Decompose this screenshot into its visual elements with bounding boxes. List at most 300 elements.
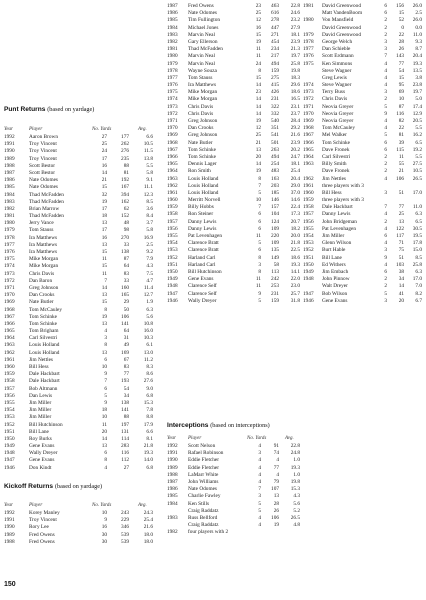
table-row — [303, 283, 425, 290]
avg-cell: 26.5 — [290, 514, 300, 521]
player-cell: Tom Brigham — [29, 328, 59, 335]
player-cell: Tom Schinke — [29, 313, 58, 320]
table-row — [303, 291, 425, 298]
player-cell: Ira Matthews — [29, 249, 58, 255]
year-cell: 1980 — [167, 53, 178, 60]
avg-cell: 21.6 — [290, 132, 300, 139]
yards-cell: 115 — [396, 146, 404, 153]
year-cell: 1960 — [4, 364, 15, 370]
player-cell: Tom Stauss — [188, 74, 213, 81]
punt-returns-heading — [4, 106, 94, 113]
number-cell: 18 — [101, 407, 107, 414]
table-row — [167, 262, 303, 269]
avg-cell: 21.3 — [290, 46, 300, 53]
avg-cell: 20.2 — [290, 146, 300, 153]
number-cell: 4 — [104, 464, 107, 471]
yards-cell: 159 — [271, 297, 279, 304]
number-cell: 2 — [384, 17, 387, 24]
table-row — [167, 25, 303, 32]
player-cell: David Greenwood — [322, 3, 361, 9]
player-cell: Von Mansfield — [322, 17, 354, 24]
yards-cell: 122 — [396, 225, 404, 232]
player-cell: Danny Lewis — [322, 211, 351, 218]
table-row — [167, 515, 303, 522]
year-cell: 1963 — [4, 342, 15, 349]
avg-cell — [407, 197, 425, 204]
yards-cell: 141 — [121, 320, 129, 327]
number-cell — [377, 183, 390, 190]
avg-cell: 22.8 — [290, 443, 300, 449]
player-cell: Thad McFadden — [29, 213, 64, 220]
number-cell: 6 — [104, 450, 107, 457]
yards-cell: 51 — [398, 189, 404, 196]
player-cell: Jim Miller — [29, 414, 52, 421]
table-row — [4, 532, 156, 539]
number-cell: 5 — [104, 392, 107, 399]
year-cell: 1989 — [4, 155, 15, 162]
number-cell: 13 — [101, 292, 107, 299]
avg-cell: 8.6 — [146, 371, 153, 378]
yards-cell: 54 — [123, 385, 129, 392]
yards-cell: 87 — [123, 256, 129, 263]
year-cell: 1963 — [303, 161, 314, 168]
yards-cell: 25 — [398, 211, 404, 218]
table-row — [4, 465, 156, 472]
yards-cell: 124 — [271, 218, 279, 225]
table-row — [167, 211, 303, 218]
yards-cell: 109 — [271, 240, 279, 247]
table-row — [303, 17, 425, 24]
avg-cell: 4.3 — [146, 263, 153, 270]
player-cell: four players with 2 — [188, 529, 229, 536]
avg-cell: 26.5 — [412, 175, 422, 182]
year-cell: 1957 — [4, 385, 15, 392]
yards-cell: 270 — [121, 234, 129, 241]
yards-cell: 346 — [121, 524, 129, 531]
interceptions-column-header — [167, 436, 301, 443]
player-cell: Danny Lewis — [188, 225, 217, 232]
year-cell: 1979 — [4, 227, 15, 234]
avg-cell: 19.7 — [290, 53, 300, 60]
table-row — [303, 190, 425, 197]
yards-cell: 231 — [271, 96, 279, 103]
table-row — [167, 283, 303, 290]
avg-cell: 14.1 — [290, 268, 300, 275]
number-cell: 4 — [104, 328, 107, 335]
table-row — [4, 227, 156, 234]
player-cell: Ed Withers — [322, 261, 346, 268]
table-row — [167, 501, 303, 508]
avg-cell: 8.5 — [415, 254, 422, 261]
year-cell — [303, 168, 322, 175]
avg-cell: 21.6 — [143, 524, 153, 531]
punt-returns-column-header — [4, 127, 154, 134]
player-cell: Glenn Wilson — [322, 240, 352, 247]
year-cell: 1990 — [4, 148, 15, 155]
table-row — [167, 219, 303, 226]
yards-cell: 77 — [273, 464, 279, 471]
number-cell: 6 — [258, 211, 261, 218]
interceptions-table — [167, 443, 303, 536]
year-cell: 1973 — [303, 89, 314, 96]
avg-cell: 21.8 — [143, 443, 153, 450]
yards-cell: 62 — [123, 205, 129, 212]
player-cell: Fred Owens — [188, 3, 214, 9]
year-cell: 1957 — [303, 211, 314, 218]
avg-cell: 29.0 — [290, 182, 300, 189]
player-cell: Harland Carl — [188, 254, 216, 261]
year-cell: 1965 — [4, 328, 15, 335]
punt-returns-table — [4, 134, 156, 472]
table-row — [167, 176, 303, 183]
player-cell: Eddie Fletcher — [188, 464, 220, 471]
table-row — [4, 156, 156, 163]
player-cell: Jim Miller — [322, 233, 345, 239]
player-cell: Gene Evans — [29, 443, 55, 450]
avg-cell: 3.8 — [415, 74, 422, 81]
avg-cell: 9.0 — [146, 385, 153, 392]
avg-cell: 4.8 — [293, 522, 300, 529]
yards-cell: 501 — [271, 139, 279, 146]
year-cell: 1987 — [167, 3, 178, 9]
yards-cell: 160 — [121, 284, 129, 291]
player-cell: John Bridgeman — [322, 218, 357, 225]
year-cell: 1972 — [167, 110, 178, 117]
kickoff-returns-table-continued — [167, 3, 303, 305]
table-row — [303, 53, 425, 60]
yards-cell: 75 — [398, 247, 404, 254]
player-cell: Dennis Lager — [188, 161, 217, 168]
table-row — [4, 134, 156, 141]
avg-cell: 29.6 — [290, 82, 300, 89]
number-cell: 16 — [255, 24, 261, 31]
table-row — [303, 111, 425, 118]
table-row — [303, 32, 425, 39]
table-row — [167, 75, 303, 82]
avg-cell: 20.5 — [412, 118, 422, 124]
player-cell: Ken Simmons — [322, 60, 353, 67]
table-row — [303, 25, 425, 32]
table-row — [167, 154, 303, 161]
number-cell: 4 — [384, 211, 387, 218]
year-cell: 1957 — [167, 218, 178, 225]
year-cell: 1952 — [4, 421, 15, 428]
avg-cell: 16.2 — [412, 132, 422, 139]
yards-cell: 33 — [123, 241, 129, 248]
avg-cell: 7.9 — [146, 256, 153, 263]
avg-cell: 24.8 — [290, 450, 300, 457]
yards-cell: 162 — [121, 198, 129, 205]
avg-cell: 9.1 — [146, 177, 153, 184]
year-cell: 1952 — [167, 254, 178, 261]
avg-cell: 8.7 — [415, 46, 422, 53]
avg-cell: 19.5 — [412, 233, 422, 239]
year-cell: 1949 — [303, 268, 314, 275]
yards-cell: 203 — [271, 182, 279, 189]
table-row — [4, 517, 156, 524]
table-row — [303, 125, 425, 132]
year-cell: 1977 — [167, 74, 178, 81]
year-cell — [303, 75, 322, 82]
number-cell: 3 — [384, 247, 387, 254]
table-row — [4, 285, 156, 292]
table-row — [4, 400, 156, 407]
yards-cell: 167 — [121, 184, 129, 191]
table-row — [4, 414, 156, 421]
yards-cell: 51 — [398, 254, 404, 261]
table-row — [303, 183, 425, 190]
number-cell: 10 — [255, 197, 261, 204]
year-cell: 1971 — [167, 118, 178, 124]
year-cell — [303, 25, 322, 32]
table-row — [303, 96, 425, 103]
yards-cell: 22 — [398, 31, 404, 38]
player-cell: Harland Carl — [188, 261, 216, 268]
year-cell: 1947 — [303, 290, 314, 297]
table-row — [167, 255, 303, 262]
number-cell: 7 — [384, 204, 387, 211]
yards-cell: 15 — [398, 10, 404, 17]
player-cell: Dan Crooks — [29, 292, 55, 299]
yards-cell: 276 — [121, 148, 129, 155]
player-cell: Merritt Norvell — [188, 197, 221, 204]
yards-cell: 271 — [271, 31, 279, 38]
player-cell: Roy Burks — [29, 435, 52, 442]
table-row — [167, 111, 303, 118]
yards-cell: 394 — [121, 191, 129, 198]
player-cell: Nate Butler — [188, 139, 213, 146]
player-cell: Louis Holland — [188, 189, 219, 196]
number-cell: 14 — [255, 96, 261, 103]
table-row — [167, 486, 303, 493]
player-header: Player — [29, 503, 43, 508]
table-row — [167, 61, 303, 68]
number-cell: 17 — [101, 205, 107, 212]
yards-cell: 242 — [271, 276, 279, 283]
table-row — [4, 292, 156, 299]
avg-cell: 25.8 — [412, 261, 422, 268]
avg-cell: 30.5 — [412, 225, 422, 232]
number-cell: 11 — [101, 270, 107, 277]
table-row — [167, 197, 303, 204]
yards-cell: 50 — [123, 306, 129, 313]
player-cell: Dave Fronek — [322, 146, 350, 153]
number-cell: 3 — [384, 38, 387, 45]
year-cell: 1966 — [303, 139, 314, 146]
avg-cell: 22.8 — [290, 3, 300, 9]
player-cell: John Williams — [188, 478, 219, 485]
table-row — [303, 262, 425, 269]
kickoff-returns-subtitle: (based on yardage) — [54, 483, 103, 490]
yards-cell: 11 — [398, 153, 404, 160]
year-cell: 1959 — [167, 204, 178, 211]
player-cell: Carl Silvestri — [322, 153, 351, 160]
avg-cell: 6.6 — [146, 428, 153, 435]
year-cell: 1955 — [167, 233, 178, 239]
year-cell: 1991 — [4, 141, 15, 148]
avg-cell: 10.5 — [143, 141, 153, 148]
avg-cell: 12.7 — [143, 292, 153, 299]
number-cell: 4 — [258, 471, 261, 478]
avg-cell: 5.6 — [293, 500, 300, 507]
number-cell: 6 — [104, 385, 107, 392]
table-row — [4, 141, 156, 148]
player-cell: Danny Lewis — [188, 218, 217, 225]
player-header: Player — [29, 127, 43, 132]
player-cell: John Pinnow — [322, 276, 350, 283]
yards-cell: 454 — [271, 38, 279, 45]
number-cell: 20 — [101, 428, 107, 435]
avg-cell: 37.0 — [290, 189, 300, 196]
player-cell: Scott Bestor — [29, 162, 56, 169]
number-cell: 9 — [384, 254, 387, 261]
player-cell: Jim Nettles — [322, 175, 346, 182]
player-cell: Jim Miller — [29, 399, 52, 406]
table-row — [167, 247, 303, 254]
number-cell: 4 — [384, 60, 387, 67]
year-cell: 1986 — [167, 10, 178, 17]
yards-cell: 135 — [271, 247, 279, 254]
avg-cell: 5.0 — [415, 96, 422, 103]
yards-cell: 177 — [121, 134, 129, 140]
player-cell: Nate Butler — [29, 299, 54, 306]
table-row — [303, 255, 425, 262]
table-row — [4, 242, 156, 249]
number-cell: 2 — [384, 24, 387, 31]
number-cell: 6 — [384, 10, 387, 17]
avg-cell: 1.0 — [293, 457, 300, 464]
number-cell: 4 — [258, 522, 261, 529]
player-cell: Tim Fullington — [188, 17, 221, 24]
player-cell: Greg Johnson — [29, 284, 59, 291]
yards-cell: 159 — [271, 67, 279, 74]
table-row — [303, 3, 425, 10]
player-cell: Troy Vincent — [29, 517, 57, 524]
player-cell: Dan Baron — [29, 277, 53, 284]
avg-cell: 31.8 — [290, 297, 300, 304]
avg-cell: 17.0 — [412, 276, 422, 283]
table-row — [167, 82, 303, 89]
player-cell: Marvin Neal — [188, 60, 215, 67]
yards-cell: 138 — [121, 249, 129, 255]
year-cell: 1946 — [303, 297, 314, 304]
year-cell: 1968 — [167, 139, 178, 146]
number-cell: 25 — [101, 141, 107, 148]
number-cell: 4 — [258, 478, 261, 485]
player-cell: George Welch — [322, 38, 353, 45]
avg-cell: 2.5 — [146, 241, 153, 248]
year-cell: 1951 — [303, 254, 314, 261]
avg-cell: 10.8 — [143, 320, 153, 327]
number-cell: 13 — [101, 443, 107, 450]
avg-cell: 22.5 — [290, 247, 300, 254]
year-cell: 1958 — [303, 204, 314, 211]
player-cell: Pat Levenhagen — [322, 225, 356, 232]
avg-cell: 15.3 — [290, 486, 300, 493]
year-cell: 1975 — [167, 89, 178, 96]
avg-cell: 10.5 — [412, 168, 422, 175]
year-cell: 1953 — [4, 414, 15, 421]
number-cell: 5 — [258, 500, 261, 507]
year-cell: 1975 — [303, 60, 314, 67]
table-row — [4, 192, 156, 199]
avg-cell: 1.0 — [293, 471, 300, 478]
table-row — [4, 422, 156, 429]
player-cell: Bill Hutchinson — [29, 421, 63, 428]
year-cell — [167, 508, 188, 515]
year-cell: 1977 — [303, 46, 314, 53]
yards-cell: 540 — [271, 118, 279, 124]
table-row — [167, 168, 303, 175]
player-cell: Bob Altmann — [29, 385, 58, 392]
table-row — [4, 271, 156, 278]
player-header: Player — [188, 436, 202, 441]
year-cell: 1973 — [4, 270, 15, 277]
number-cell: 5 — [384, 290, 387, 297]
table-row — [303, 233, 425, 240]
avg-cell: 25.8 — [290, 60, 300, 67]
number-cell: 17 — [101, 155, 107, 162]
number-cell: 4 — [384, 74, 387, 81]
avg-cell: 20.0 — [290, 233, 300, 239]
avg-cell: 6.3 — [415, 211, 422, 218]
year-cell: 1978 — [303, 38, 314, 45]
yards-cell: 71 — [398, 240, 404, 247]
player-cell: Gene Evans — [29, 457, 55, 464]
avg-cell: 23.7 — [290, 110, 300, 117]
yards-cell: 33 — [123, 277, 129, 284]
year-cell: 1978 — [4, 234, 15, 241]
number-cell: 6 — [384, 3, 387, 9]
avg-cell: 6.8 — [146, 464, 153, 471]
player-cell: Dale Hackbart — [29, 371, 60, 378]
year-cell: 1968 — [303, 125, 314, 132]
year-cell: 1990 — [4, 524, 15, 531]
player-cell: Troy Vincent — [29, 148, 57, 155]
number-cell: 30 — [101, 538, 107, 545]
year-cell: 1971 — [4, 284, 15, 291]
year-cell: 1966 — [4, 320, 15, 327]
player-cell: Clarence Bratt — [188, 247, 219, 254]
number-cell: 9 — [104, 517, 107, 524]
player-cell: Chris Davis — [188, 103, 214, 110]
yards-cell: 494 — [271, 60, 279, 67]
table-row — [303, 147, 425, 154]
player-cell: Carl Silvestri — [29, 335, 58, 342]
table-row — [167, 233, 303, 240]
avg-cell: 23.8 — [412, 82, 422, 89]
avg-cell: 22.4 — [290, 204, 300, 211]
player-cell: Chris Davis — [188, 110, 214, 117]
table-row — [4, 321, 156, 328]
yards-cell: 275 — [271, 74, 279, 81]
yards-cell: 197 — [121, 421, 129, 428]
year-cell: 1980 — [303, 17, 314, 24]
year-cell: 1946 — [4, 464, 15, 471]
year-cell: 1948 — [167, 283, 178, 290]
year-cell: 1964 — [4, 335, 15, 342]
number-cell: 6 — [104, 356, 107, 363]
number-cell: 10 — [101, 510, 107, 516]
table-row — [4, 429, 156, 436]
number-cell: 6 — [258, 247, 261, 254]
number-cell: 15 — [255, 74, 261, 81]
avg-cell: 7.5 — [146, 270, 153, 277]
table-row — [167, 161, 303, 168]
year-cell: 1968 — [4, 306, 15, 313]
avg-cell: 2.5 — [415, 10, 422, 17]
year-header: Year — [4, 127, 13, 132]
